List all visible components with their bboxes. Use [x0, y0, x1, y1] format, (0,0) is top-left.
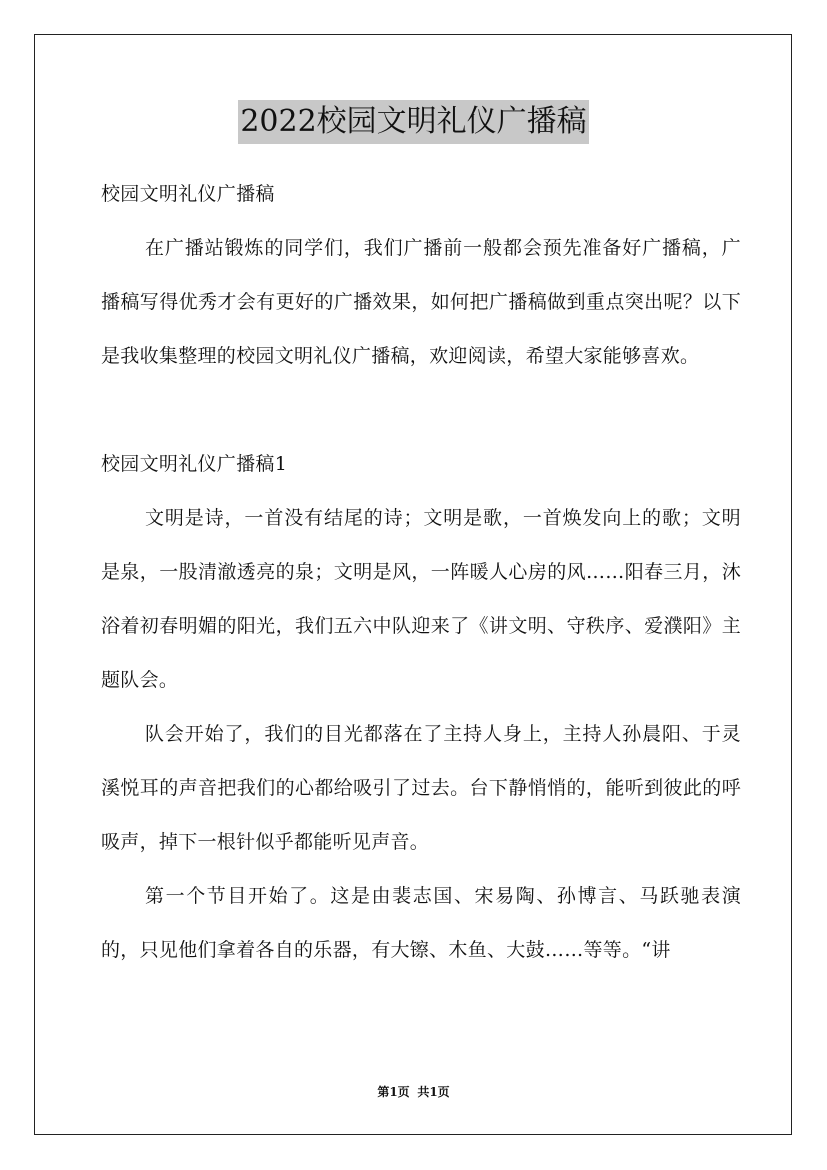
- page-number: 第1页: [377, 1085, 410, 1099]
- document-body: [101, 167, 741, 977]
- page-footer: [0, 1083, 827, 1100]
- section-paragraph-1: 文明是诗，一首没有结尾的诗；文明是歌，一首焕发向上的歌；文明是泉，一股清澈透亮的泉；文明是风，一阵暖人心房的风……阳春三月，沐浴着初春明媚的阳光，我们五六中队迎来了《讲文明、守秩序、爱濮阳》主题队会。: [101, 507, 741, 691]
- section-paragraph-3: 第一个节目开始了。这是由裴志国、宋易陶、孙博言、马跃驰表演的，只见他们拿着各自的乐器，有大镲、木鱼、大鼓……等等。“讲: [101, 885, 741, 961]
- section-paragraph-2: 队会开始了，我们的目光都落在了主持人身上，主持人孙晨阳、于灵溪悦耳的声音把我们的心都给吸引了过去。台下静悄悄的，能听到彼此的呼吸声，掉下一根针似乎都能听见声音。: [101, 723, 741, 853]
- section-heading: 校园文明礼仪广播稿1: [101, 453, 288, 475]
- page-total: 共1页: [417, 1085, 450, 1099]
- document-subtitle: 校园文明礼仪广播稿: [101, 183, 275, 205]
- document-title: 2022校园文明礼仪广播稿: [238, 100, 588, 144]
- intro-paragraph: 在广播站锻炼的同学们，我们广播前一般都会预先准备好广播稿，广播稿写得优秀才会有更好的广播效果，如何把广播稿做到重点突出呢？以下是我收集整理的校园文明礼仪广播稿，欢迎阅读，希望大家能够喜欢。: [101, 237, 741, 367]
- title-container: [0, 100, 827, 144]
- paragraph-spacer: [101, 383, 741, 437]
